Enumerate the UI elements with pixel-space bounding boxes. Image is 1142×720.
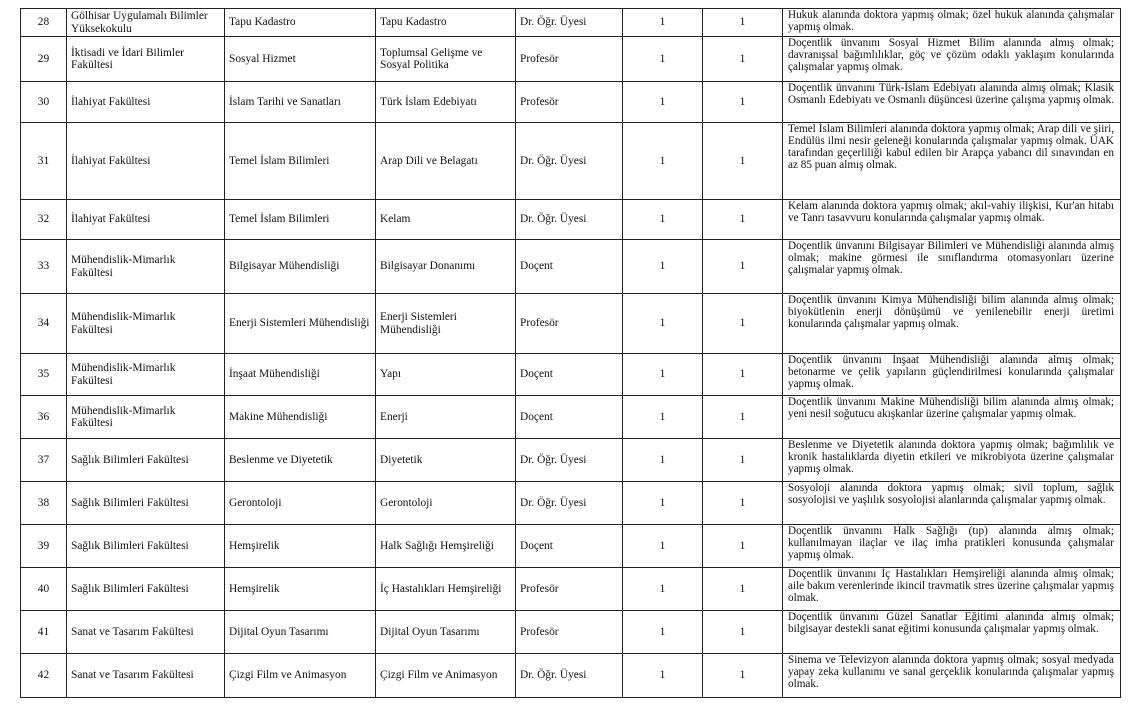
unit-cell: Mühendislik-Mimarlık Fakültesi [67, 396, 225, 439]
count-cell: 1 [703, 9, 783, 37]
department-cell: İslam Tarihi ve Sanatları [225, 82, 376, 123]
table-row [21, 611, 1121, 654]
table-row [21, 654, 1121, 698]
program-cell: Halk Sağlığı Hemşireliği [376, 525, 516, 568]
program-cell: Bilgisayar Donanımı [376, 240, 516, 294]
program-cell: Toplumsal Gelişme ve Sosyal Politika [376, 37, 516, 82]
department-cell: Hemşirelik [225, 568, 376, 611]
requirement-cell: Doçentlik ünvanını İnşaat Mühendisliği alanında almış olmak; betonarme ve çelik yapıların güçlendirilmesi konularında çalışmalar yapmış olmak. [783, 354, 1121, 396]
title-cell: Dr. Öğr. Üyesi [516, 654, 623, 698]
title-cell: Dr. Öğr. Üyesi [516, 123, 623, 200]
requirement-cell: Sosyoloji alanında doktora yapmış olmak; sivil toplum, sağlık sosyolojisi ve yaşlılık sosyolojisi alanlarında çalışmalar yapmış olmak. [783, 482, 1121, 525]
program-cell: İç Hastalıkları Hemşireliği [376, 568, 516, 611]
requirement-cell: Doçentlik ünvanını Kimya Mühendisliği bilim alanında almış olmak; biyokütlenin enerji dönüşümü ve yenilenebilir enerji üretimi konularında çalışmalar yapmış olmak. [783, 294, 1121, 354]
title-cell: Doçent [516, 396, 623, 439]
department-cell: Dijital Oyun Tasarımı [225, 611, 376, 654]
count-cell: 1 [703, 654, 783, 698]
unit-cell: Sağlık Bilimleri Fakültesi [67, 525, 225, 568]
unit-cell: Mühendislik-Mimarlık Fakültesi [67, 240, 225, 294]
row-number: 37 [21, 439, 67, 482]
count-cell: 1 [623, 294, 703, 354]
department-cell: Bilgisayar Mühendisliği [225, 240, 376, 294]
unit-cell: Sağlık Bilimleri Fakültesi [67, 482, 225, 525]
program-cell: Yapı [376, 354, 516, 396]
program-cell: Arap Dili ve Belagatı [376, 123, 516, 200]
title-cell: Profesör [516, 82, 623, 123]
count-cell: 1 [623, 9, 703, 37]
document-page [20, 8, 1120, 698]
program-cell: Tapu Kadastro [376, 9, 516, 37]
count-cell: 1 [703, 200, 783, 240]
row-number: 40 [21, 568, 67, 611]
title-cell: Doçent [516, 354, 623, 396]
row-number: 34 [21, 294, 67, 354]
count-cell: 1 [623, 525, 703, 568]
unit-cell: İktisadi ve İdari Bilimler Fakültesi [67, 37, 225, 82]
table-row [21, 294, 1121, 354]
department-cell: Temel İslam Bilimleri [225, 123, 376, 200]
count-cell: 1 [703, 568, 783, 611]
count-cell: 1 [703, 123, 783, 200]
program-cell: Diyetetik [376, 439, 516, 482]
count-cell: 1 [623, 200, 703, 240]
count-cell: 1 [623, 439, 703, 482]
row-number: 33 [21, 240, 67, 294]
program-cell: Kelam [376, 200, 516, 240]
program-cell: Enerji [376, 396, 516, 439]
table-row [21, 123, 1121, 200]
department-cell: Enerji Sistemleri Mühendisliği [225, 294, 376, 354]
count-cell: 1 [623, 568, 703, 611]
table-row [21, 200, 1121, 240]
row-number: 42 [21, 654, 67, 698]
table-row [21, 525, 1121, 568]
staff-position-table [20, 8, 1121, 698]
unit-cell: Sağlık Bilimleri Fakültesi [67, 568, 225, 611]
count-cell: 1 [703, 611, 783, 654]
title-cell: Doçent [516, 525, 623, 568]
row-number: 38 [21, 482, 67, 525]
department-cell: Sosyal Hizmet [225, 37, 376, 82]
requirement-cell: Temel İslam Bilimleri alanında doktora yapmış olmak; Arap dili ve şiiri, Endülüs ilmi nesir geleneği konularında çalışmalar yapmış olmak. ÜAK tarafından geçerliliği kabul edilen bir Arapça yabancı dil sınavından en az 85 puan almış olmak. [783, 123, 1121, 200]
department-cell: Hemşirelik [225, 525, 376, 568]
table-row [21, 82, 1121, 123]
unit-cell: Sağlık Bilimleri Fakültesi [67, 439, 225, 482]
table-row [21, 396, 1121, 439]
table-row [21, 482, 1121, 525]
department-cell: Tapu Kadastro [225, 9, 376, 37]
row-number: 30 [21, 82, 67, 123]
requirement-cell: Doçentlik ünvanını Güzel Sanatlar Eğitimi alanında almış olmak; bilgisayar destekli sanat eğitimi konusunda çalışmalar yapmış olmak. [783, 611, 1121, 654]
count-cell: 1 [703, 439, 783, 482]
table-body [21, 9, 1121, 698]
row-number: 39 [21, 525, 67, 568]
count-cell: 1 [623, 37, 703, 82]
title-cell: Profesör [516, 611, 623, 654]
title-cell: Dr. Öğr. Üyesi [516, 439, 623, 482]
department-cell: Makine Mühendisliği [225, 396, 376, 439]
count-cell: 1 [623, 482, 703, 525]
count-cell: 1 [703, 396, 783, 439]
program-cell: Çizgi Film ve Animasyon [376, 654, 516, 698]
unit-cell: İlahiyat Fakültesi [67, 123, 225, 200]
count-cell: 1 [703, 82, 783, 123]
unit-cell: Sanat ve Tasarım Fakültesi [67, 611, 225, 654]
department-cell: İnşaat Mühendisliği [225, 354, 376, 396]
title-cell: Dr. Öğr. Üyesi [516, 9, 623, 37]
count-cell: 1 [623, 354, 703, 396]
row-number: 32 [21, 200, 67, 240]
table-row [21, 37, 1121, 82]
count-cell: 1 [703, 37, 783, 82]
unit-cell: İlahiyat Fakültesi [67, 82, 225, 123]
requirement-cell: Sinema ve Televizyon alanında doktora yapmış olmak; sosyal medyada yapay zeka kullanımı ve sanal gerçeklik konularında çalışmalar yapmış olmak. [783, 654, 1121, 698]
unit-cell: İlahiyat Fakültesi [67, 200, 225, 240]
department-cell: Beslenme ve Diyetetik [225, 439, 376, 482]
requirement-cell: Doçentlik ünvanını Sosyal Hizmet Bilim alanında almış olmak; davranışsal bağımlılıklar, göç ve çözüm odaklı yaklaşım konularında çalışmalar yapmış olmak. [783, 37, 1121, 82]
department-cell: Gerontoloji [225, 482, 376, 525]
row-number: 28 [21, 9, 67, 37]
count-cell: 1 [623, 123, 703, 200]
program-cell: Gerontoloji [376, 482, 516, 525]
row-number: 36 [21, 396, 67, 439]
unit-cell: Mühendislik-Mimarlık Fakültesi [67, 354, 225, 396]
row-number: 31 [21, 123, 67, 200]
count-cell: 1 [623, 396, 703, 439]
table-row [21, 568, 1121, 611]
unit-cell: Mühendislik-Mimarlık Fakültesi [67, 294, 225, 354]
count-cell: 1 [703, 482, 783, 525]
row-number: 29 [21, 37, 67, 82]
department-cell: Temel İslam Bilimleri [225, 200, 376, 240]
title-cell: Doçent [516, 240, 623, 294]
requirement-cell: Hukuk alanında doktora yapmış olmak; özel hukuk alanında çalışmalar yapmış olmak. [783, 9, 1121, 37]
requirement-cell: Doçentlik ünvanını Bilgisayar Bilimleri ve Mühendisliği alanında almış olmak; makine görmesi ile sınıflandırma otomasyonları üzerine çalışmalar yapmış olmak. [783, 240, 1121, 294]
count-cell: 1 [703, 240, 783, 294]
table-row [21, 240, 1121, 294]
count-cell: 1 [703, 525, 783, 568]
requirement-cell: Doçentlik ünvanını İç Hastalıkları Hemşireliği alanında almış olmak; aile bakım verenlerinde ikincil travmatik stres üzerine çalışmalar yapmış olmak. [783, 568, 1121, 611]
row-number: 35 [21, 354, 67, 396]
program-cell: Türk İslam Edebiyatı [376, 82, 516, 123]
table-row [21, 354, 1121, 396]
title-cell: Dr. Öğr. Üyesi [516, 482, 623, 525]
title-cell: Profesör [516, 568, 623, 611]
table-row [21, 439, 1121, 482]
program-cell: Enerji Sistemleri Mühendisliği [376, 294, 516, 354]
row-number: 41 [21, 611, 67, 654]
count-cell: 1 [623, 82, 703, 123]
unit-cell: Sanat ve Tasarım Fakültesi [67, 654, 225, 698]
count-cell: 1 [623, 240, 703, 294]
requirement-cell: Doçentlik ünvanını Türk-İslam Edebiyatı alanında almış olmak; Klasik Osmanlı Edebiyatı ve Osmanlı düşüncesi üzerine çalışma yapmış olmak. [783, 82, 1121, 123]
requirement-cell: Kelam alanında doktora yapmış olmak; akıl-vahiy ilişkisi, Kur'an hitabı ve Tanrı tasavvuru konularında çalışmalar yapmış olmak. [783, 200, 1121, 240]
count-cell: 1 [703, 354, 783, 396]
table-row [21, 9, 1121, 37]
title-cell: Dr. Öğr. Üyesi [516, 200, 623, 240]
count-cell: 1 [703, 294, 783, 354]
title-cell: Profesör [516, 294, 623, 354]
department-cell: Çizgi Film ve Animasyon [225, 654, 376, 698]
requirement-cell: Doçentlik ünvanını Halk Sağlığı (tıp) alanında almış olmak; kullanılmayan ilaçlar ve ilaç imha pratikleri konusunda çalışmalar yapmış olmak. [783, 525, 1121, 568]
count-cell: 1 [623, 654, 703, 698]
count-cell: 1 [623, 611, 703, 654]
program-cell: Dijital Oyun Tasarımı [376, 611, 516, 654]
requirement-cell: Doçentlik ünvanını Makine Mühendisliği bilim alanında almış olmak; yeni nesil soğutucu akışkanlar üzerine çalışmalar yapmış olmak. [783, 396, 1121, 439]
title-cell: Profesör [516, 37, 623, 82]
unit-cell: Gölhisar Uygulamalı Bilimler Yüksekokulu [67, 9, 225, 37]
requirement-cell: Beslenme ve Diyetetik alanında doktora yapmış olmak; bağımlılık ve kronik hastalıklarda diyetin etkileri ve mikrobiyota üzerine çalışmalar yapmış olmak. [783, 439, 1121, 482]
